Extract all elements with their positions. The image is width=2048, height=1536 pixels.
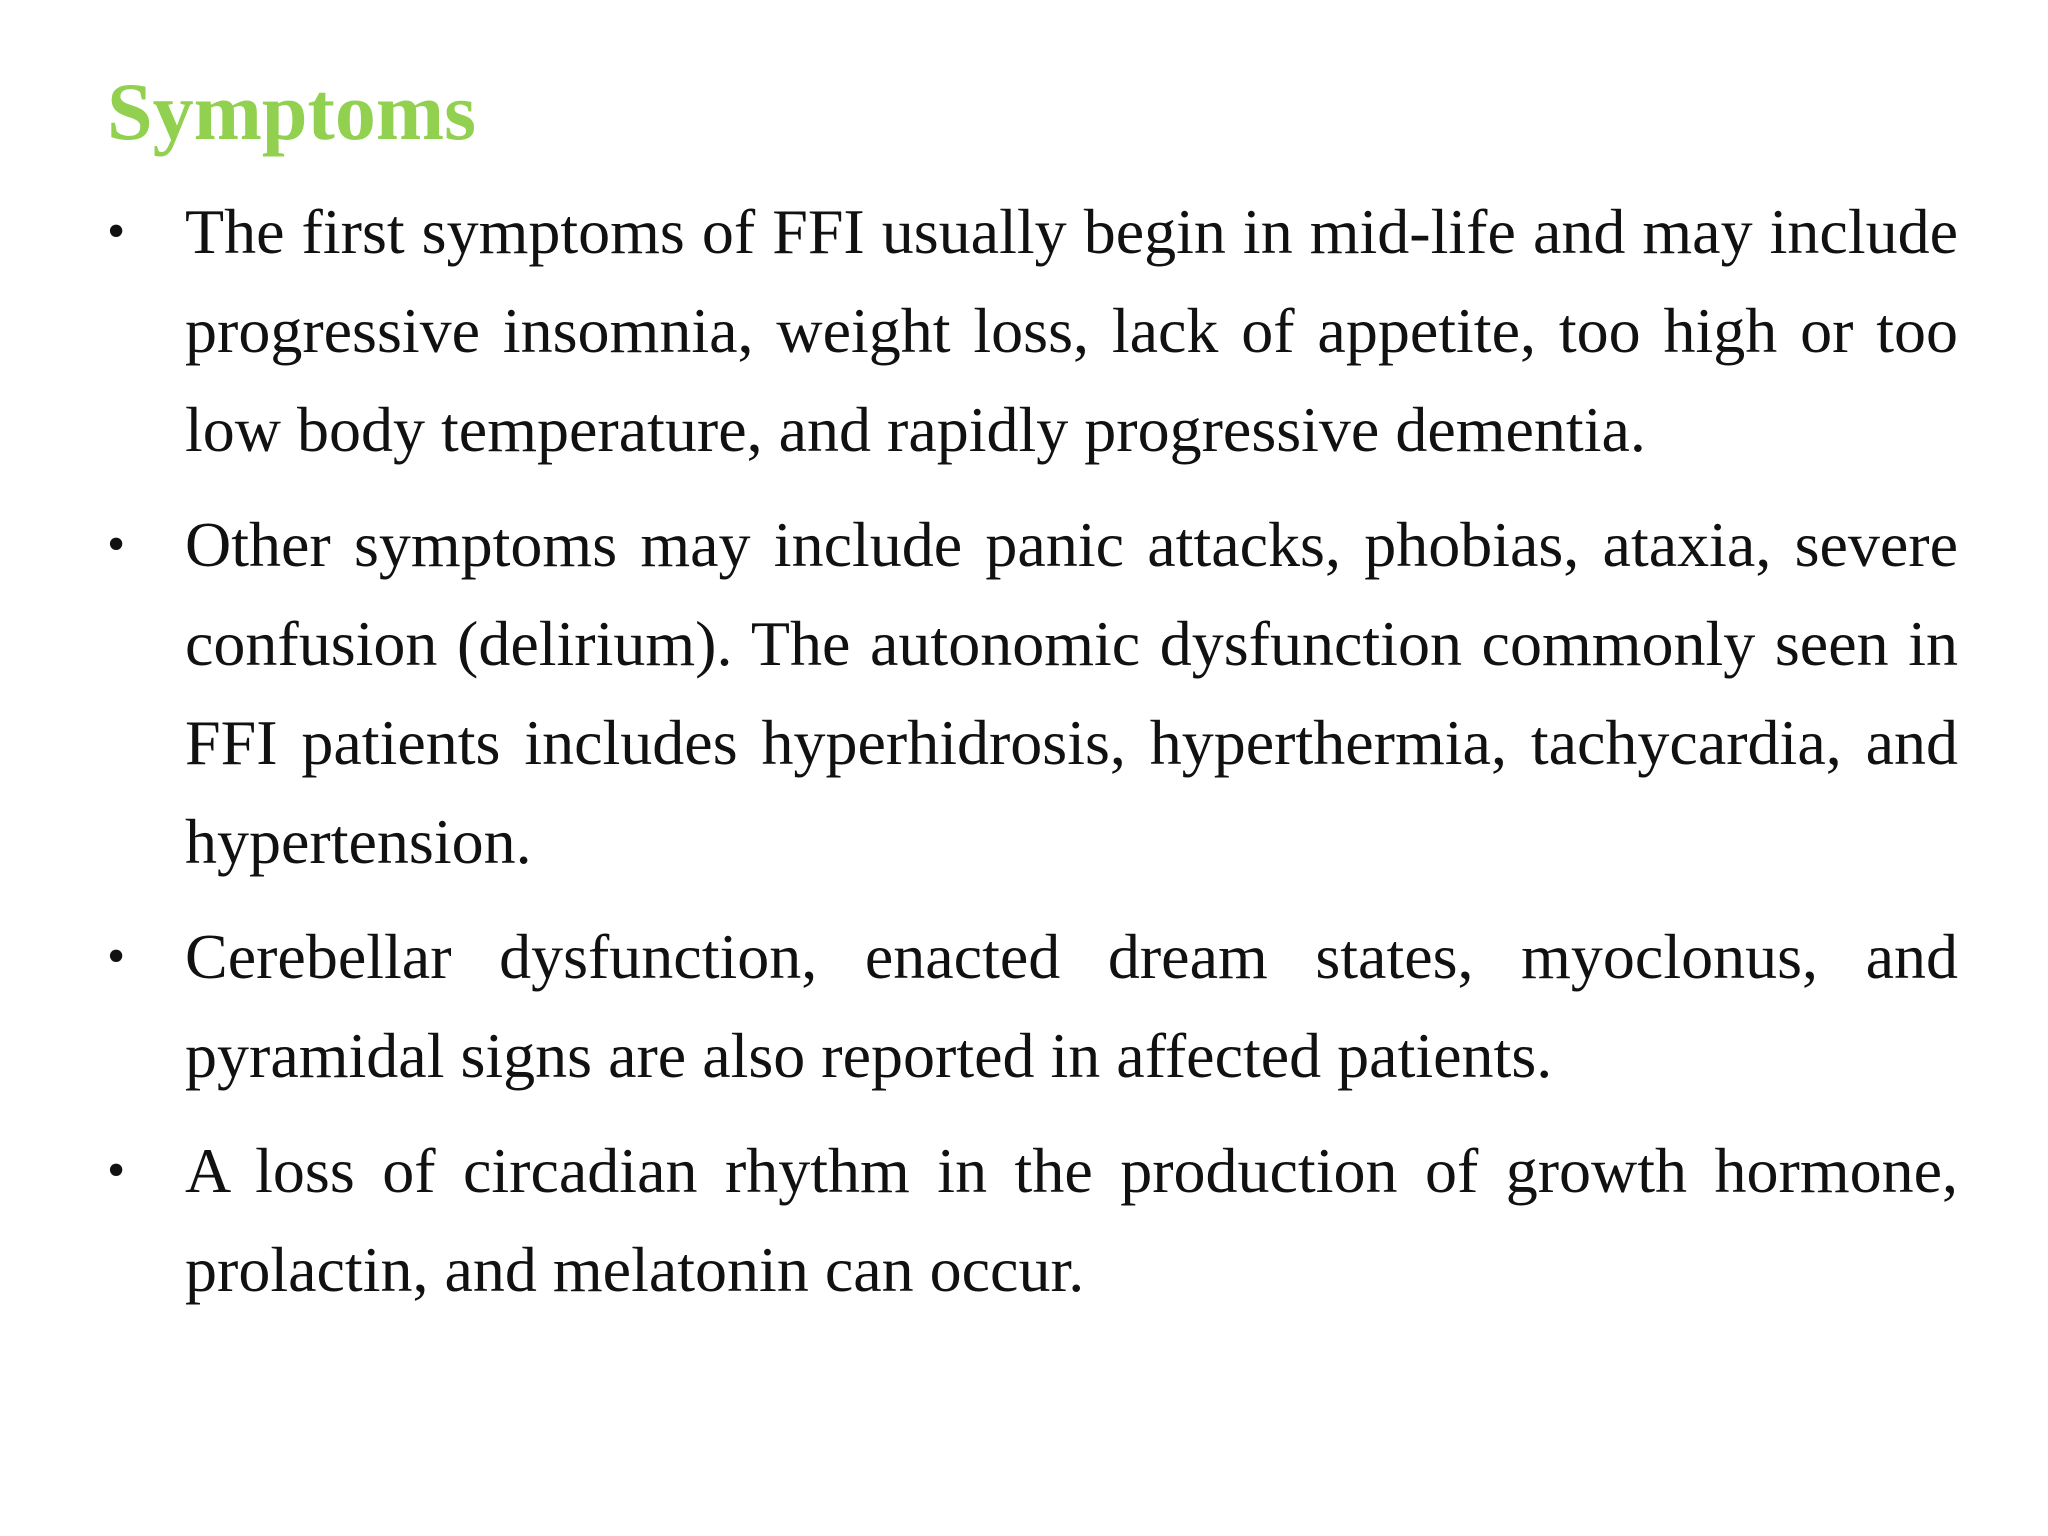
bullet-marker: •: [107, 516, 126, 573]
bullet-item-2: [107, 495, 1958, 891]
bullet-item-4: [107, 1121, 1958, 1319]
bullet-text: A loss of circadian rhythm in the production of growth hormone, prolactin, and melatonin can occur.: [185, 1135, 1958, 1305]
bullet-marker: •: [107, 928, 126, 985]
bullet-text: Cerebellar dysfunction, enacted dream states, myoclonus, and pyramidal signs are also reported in affected patients.: [185, 921, 1958, 1091]
bullet-marker: •: [107, 203, 126, 260]
bullet-text: The first symptoms of FFI usually begin in mid-life and may include progressive insomnia, weight loss, lack of appetite, too high or too low body temperature, and rapidly progressive dementia.: [185, 196, 1958, 465]
bullet-text: Other symptoms may include panic attacks, phobias, ataxia, severe confusion (delirium). The autonomic dysfunction commonly seen in FFI patients includes hyperhidrosis, hyperthermia, tachycardia, and hypertension.: [185, 509, 1958, 877]
bullet-item-1: [107, 182, 1958, 479]
bullet-list: [107, 182, 1958, 1335]
slide-title: Symptoms: [107, 66, 477, 157]
bullet-item-3: [107, 907, 1958, 1105]
bullet-marker: •: [107, 1142, 126, 1199]
